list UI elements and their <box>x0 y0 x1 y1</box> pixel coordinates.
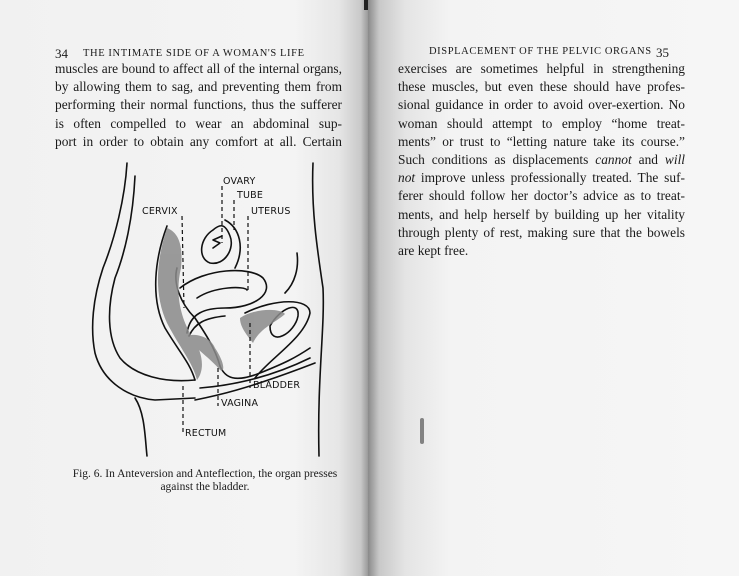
uterus-cavity <box>197 288 247 298</box>
body-text-left <box>55 60 342 151</box>
label-ovary: OVARY <box>223 176 256 187</box>
label-cervix: CERVIX <box>142 206 178 217</box>
leader-cervix <box>182 216 184 308</box>
page-number-right: 35 <box>656 45 669 60</box>
text-line: sional guidance in order to avoid over-exertion. No <box>398 97 685 113</box>
cervix-stipple <box>240 310 285 343</box>
text-line: woman should attempt to employ “home treat- <box>398 115 685 131</box>
body-outline-back <box>93 163 195 400</box>
text-line: performing their normal functions, thus the sufferer <box>55 97 342 113</box>
text-run: and <box>631 152 665 168</box>
label-rectum: RECTUM <box>185 428 227 439</box>
text-line: through plenty of rest, making sure that the bowels <box>398 224 685 240</box>
text-line <box>398 169 685 187</box>
rectum-stipple <box>158 228 202 380</box>
italic-emphasis: cannot <box>595 152 632 168</box>
page-smudge <box>420 418 424 444</box>
abdomen-inner <box>285 253 298 293</box>
text-line: ferer should follow her doctor’s advice as to treat- <box>398 188 685 204</box>
body-outline-front <box>313 163 324 456</box>
label-vagina: VAGINA <box>221 398 259 409</box>
label-bladder: BLADDER <box>253 380 301 391</box>
text-run: improve unless professionally treated. The suf- <box>415 170 685 186</box>
page-number-left: 34 <box>55 46 68 61</box>
italic-emphasis: will <box>664 152 686 168</box>
text-line: are kept free. <box>398 243 469 259</box>
tube <box>225 220 240 268</box>
label-uterus: UTERUS <box>251 206 291 217</box>
left-page <box>0 0 368 576</box>
thigh-outline <box>135 398 147 456</box>
anatomy-figure <box>85 158 335 458</box>
body-text-right <box>398 60 685 260</box>
text-line: ments, and help herself by building up her vitality <box>398 206 685 222</box>
vagina-outline <box>220 348 310 378</box>
running-head-right: DISPLACEMENT OF THE PELVIC ORGANS <box>429 46 652 57</box>
text-line <box>398 151 685 169</box>
italic-emphasis: not <box>398 170 416 186</box>
caption-line: Fig. 6. In Anteversion and Anteflection, the organ presses <box>72 468 338 480</box>
text-line: by allowing them to sag, and preventing them from <box>55 79 342 95</box>
figure-caption <box>60 468 350 494</box>
caption-line: against the bladder. <box>160 481 250 493</box>
text-line: port in order to obtain any comfort at all. Certain <box>55 133 342 149</box>
text-line: muscles are bound to affect all of the internal organs, <box>55 61 342 76</box>
ovary <box>202 226 232 264</box>
text-run: Such conditions as displacements <box>398 152 596 168</box>
text-line: is often compelled to wear an abdominal sup- <box>55 115 342 131</box>
running-head-left: THE INTIMATE SIDE OF A WOMAN'S LIFE <box>83 48 305 59</box>
label-tube: TUBE <box>237 190 264 201</box>
text-line: exercises are sometimes helpful in strengthening <box>398 61 685 76</box>
text-line: these muscles, but even these should have profes- <box>398 79 685 95</box>
pelvic-anatomy-illustration <box>85 158 335 458</box>
text-line: ments” or trust to “letting nature take its course.” <box>398 133 685 149</box>
